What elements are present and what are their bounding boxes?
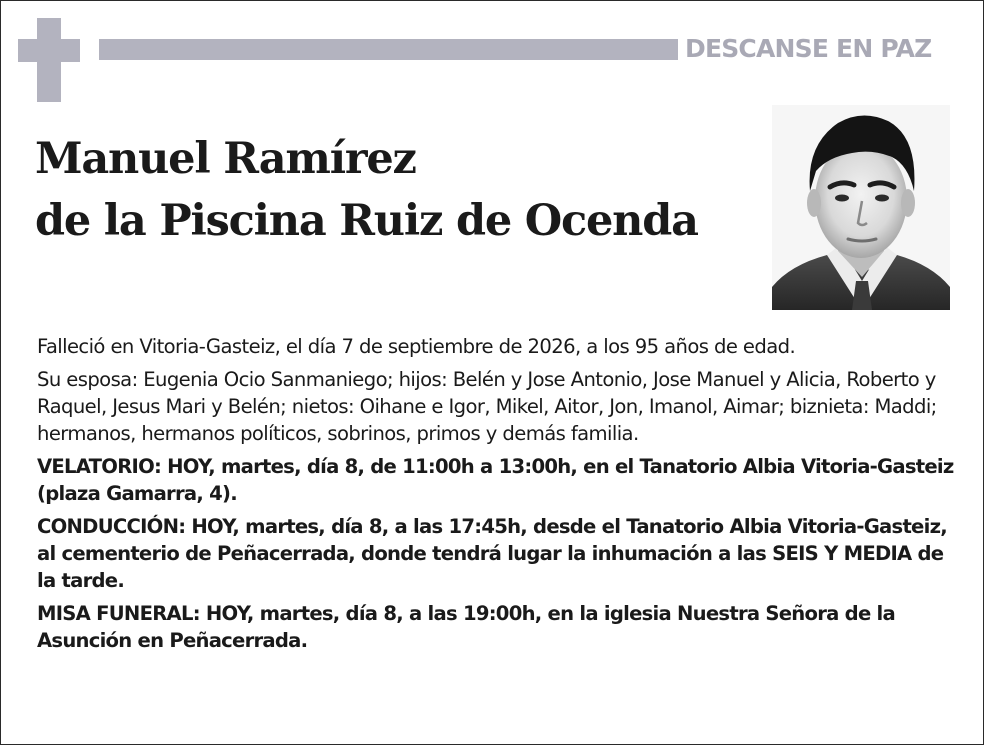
deceased-portrait-photo (772, 105, 950, 310)
cross-icon (18, 18, 80, 102)
rest-in-peace-heading: DESCANSE EN PAZ (685, 34, 932, 63)
deceased-name-line-2: de la Piscina Ruiz de Ocenda (35, 196, 698, 246)
death-announcement: Falleció en Vitoria-Gasteiz, el día 7 de septiembre de 2026, a los 95 años de edad. (37, 335, 796, 358)
family-list: Su esposa: Eugenia Ocio Sanmaniego; hijos: Belén y Jose Antonio, Jose Manuel y Alicia, Roberto y Raquel, Jesus Mari y Belén; nietos: Oihane e Igor, Mikel, Aitor, Jon, Imanol, Aimar; biznieta: Maddi; hermanos, hermanos políticos, sobrinos, primos y demás familia. (37, 368, 937, 445)
velatorio-info: VELATORIO: HOY, martes, día 8, de 11:00h a 13:00h, en el Tanatorio Albia Vitoria-Gasteiz (plaza Gamarra, 4). (37, 455, 954, 505)
conduccion-info: CONDUCCIÓN: HOY, martes, día 8, a las 17:45h, desde el Tanatorio Albia Vitoria-Gasteiz, al cementerio de Peñacerrada, donde tendrá lugar la inhumación a las SEIS Y MEDIA de la tarde. (37, 515, 947, 592)
header-divider-bar (99, 39, 678, 60)
notice-body (37, 333, 957, 660)
deceased-name (35, 128, 765, 252)
misa-funeral-info: MISA FUNERAL: HOY, martes, día 8, a las 19:00h, en la iglesia Nuestra Señora de la Asunción en Peñacerrada. (37, 602, 895, 652)
deceased-name-line-1: Manuel Ramírez (35, 134, 416, 184)
